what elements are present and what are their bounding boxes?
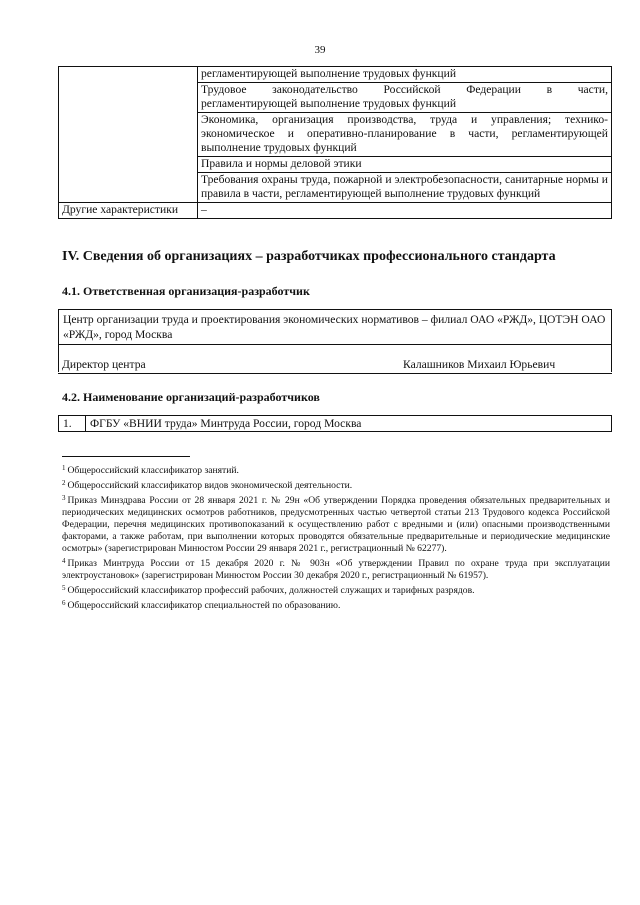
subsection-title-developers: 4.2. Наименование организаций-разработчиков xyxy=(62,390,320,404)
footnote xyxy=(62,477,610,492)
footnote-number: 4 xyxy=(62,557,66,565)
footnote xyxy=(62,555,610,582)
director-name: Калашников Михаил Юрьевич xyxy=(403,358,556,371)
table-cell: Правила и нормы деловой этики xyxy=(198,157,612,173)
developer-name: ФГБУ «ВНИИ труда» Минтруда России, город Москва xyxy=(86,416,612,432)
row-number: 1. xyxy=(59,416,86,432)
footnote-number: 1 xyxy=(62,464,66,472)
table-cell: регламентирующей выполнение трудовых функций xyxy=(198,67,612,83)
table-cell: Требования охраны труда, пожарной и электробезопасности, санитарные нормы и правила в части, регламентирующей выполнение трудовых функций xyxy=(198,173,612,203)
footnote xyxy=(62,462,610,477)
director-label: Директор центра xyxy=(62,358,146,371)
footnote-text: Общероссийский классификатор занятий. xyxy=(67,465,239,476)
footnote-number: 5 xyxy=(62,584,66,592)
developers-table xyxy=(58,415,612,432)
table-row xyxy=(59,416,612,432)
table-row xyxy=(59,203,612,219)
footnote-text: Общероссийский классификатор профессий рабочих, должностей служащих и тарифных разрядов. xyxy=(67,585,475,596)
footnote xyxy=(62,492,610,555)
footnote-text: Приказ Минтруда России от 15 декабря 2020 г. № 903н «Об утверждении Правил по охране труда при эксплуатации электроустановок» (зарегистрирован Минюстом России 30 декабря 2020 г., регистрационный № 61957). xyxy=(62,558,610,581)
divider xyxy=(59,344,611,345)
table-cell xyxy=(198,83,612,113)
other-characteristics-value: – xyxy=(198,203,612,219)
footnote-rule xyxy=(62,456,190,457)
divider xyxy=(58,373,612,374)
empty-label-cell xyxy=(59,67,198,203)
cell-line: Трудовое законодательство Российской Федерации в части, xyxy=(201,83,608,96)
table-row xyxy=(59,67,612,83)
other-characteristics-label: Другие характеристики xyxy=(59,203,198,219)
footnote-number: 6 xyxy=(62,599,66,607)
page-number: 39 xyxy=(314,44,326,56)
responsible-org-name: Центр организации труда и проектирования экономических нормативов – филиал ОАО «РЖД», ЦОТЭН ОАО «РЖД», город Москва xyxy=(63,313,606,341)
subsection-title-responsible: 4.1. Ответственная организация-разработчик xyxy=(62,284,310,298)
footnote-number: 3 xyxy=(62,494,66,502)
footnote-text: Общероссийский классификатор видов экономической деятельности. xyxy=(67,480,353,491)
footnotes xyxy=(62,462,610,612)
footnote-text: Приказ Минздрава России от 28 января 2021 г. № 29н «Об утверждении Порядка проведения обязательных предварительных и периодических медицинских осмотров работников, предусмотренных частью четвертой статьи 213 Трудового кодекса Российской Федерации, перечня медицинских противопоказаний к осуществлению работ с вредными и (или) опасными производственными факторами, а также работам, при выполнении которых проводятся обязательные предварительные и периодические медицинские осмотры» (зарегистрирован Минюстом России 29 января 2021 г., регистрационный № 62277). xyxy=(62,495,610,554)
table-cell: Экономика, организация производства, труда и управления; технико-экономическое и оперативно-планирование в части, регламентирующей выполнение трудовых функций xyxy=(198,113,612,157)
footnote xyxy=(62,582,610,597)
footnote-text: Общероссийский классификатор специальностей по образованию. xyxy=(67,600,341,611)
footnote-number: 2 xyxy=(62,479,66,487)
cell-line: регламентирующей выполнение трудовых функций xyxy=(201,97,457,110)
requirements-table xyxy=(58,66,612,219)
footnote xyxy=(62,597,610,612)
section-title: IV. Сведения об организациях – разработчиках профессионального стандарта xyxy=(62,249,556,264)
